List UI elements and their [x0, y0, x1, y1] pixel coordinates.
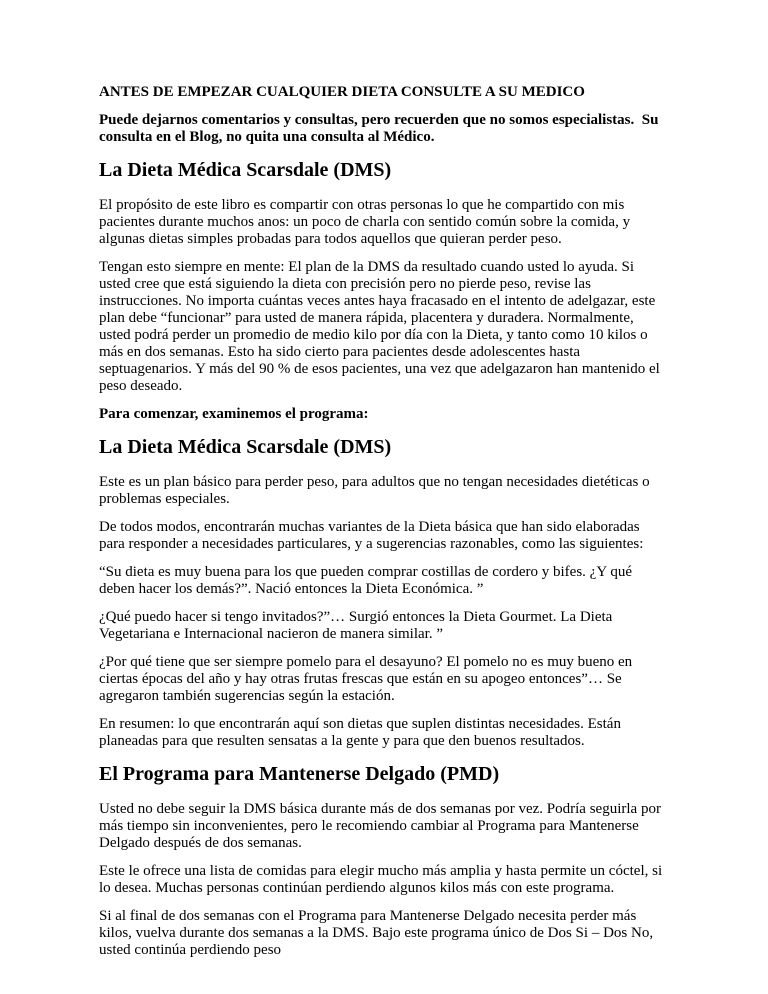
paragraph-examine-program: Para comenzar, examinemos el programa:: [99, 406, 369, 422]
paragraph-two-week-limit: Usted no debe seguir la DMS básica durante más de dos semanas por vez. Podría seguirla por más tiempo sin inconvenientes, pero le recomiendo cambiar al Programa para Mantenerse Delgado después de dos semanas.: [99, 801, 665, 851]
section-heading-dms-second: La Dieta Médica Scarsdale (DMS): [99, 436, 392, 458]
section-heading-dms-first: La Dieta Médica Scarsdale (DMS): [99, 159, 392, 181]
section-heading-pmd: El Programa para Mantenerse Delgado (PMD): [99, 763, 500, 785]
paragraph-summary: En resumen: lo que encontrarán aquí son dietas que suplen distintas necesidades. Están planeadas para que resulten sensatas a la gente y para que den buenos resultados.: [99, 716, 625, 749]
paragraph-book-purpose: El propósito de este libro es compartir con otras personas lo que he compartido con mis pacientes durante muchos anos: un poco de charla con sentido común sobre la comida, y algunas dietas simples probadas para todos aquellos que quieran perder peso.: [99, 197, 634, 247]
blog-disclaimer-text: Puede dejarnos comentarios y consultas, pero recuerden que no somos especialistas. Su consulta en el Blog, no quita una consulta al Médico.: [99, 112, 663, 145]
paragraph-diet-variants: De todos modos, encontrarán muchas variantes de la Dieta básica que han sido elaboradas para responder a necesidades particulares, y a sugerencias razonables, como las siguientes:: [99, 519, 644, 552]
paragraph-wider-food-list: Este le ofrece una lista de comidas para elegir mucho más amplia y hasta permite un cóctel, si lo desea. Muchas personas continúan perdiendo algunos kilos más con este programa.: [99, 863, 666, 896]
paragraph-quote-gourmet-diet: ¿Qué puedo hacer si tengo invitados?”… Surgió entonces la Dieta Gourmet. La Dieta Vegetariana e Internacional nacieron de manera similar. ”: [99, 609, 616, 642]
paragraph-quote-economic-diet: “Su dieta es muy buena para los que pueden comprar costillas de cordero y bifes. ¿Y qué deben hacer los demás?”. Nació entonces la Dieta Económica. ”: [99, 564, 636, 597]
paragraph-return-to-dms: Si al final de dos semanas con el Programa para Mantenerse Delgado necesita perder más kilos, vuelva durante dos semanas a la DMS. Bajo este programa único de Dos Si – Dos No, usted continúa perdiendo peso: [99, 908, 657, 958]
paragraph-keep-in-mind: Tengan esto siempre en mente: El plan de la DMS da resultado cuando usted lo ayuda. Si usted cree que está siguiendo la dieta con precisión pero no pierde peso, revise las instrucciones. No importa cuántas veces antes haya fracasado en el intento de adelgazar, este plan debe “funcionar” para usted de manera rápida, placentera y duradera. Normalmente, usted podrá perder un promedio de medio kilo por día con la Dieta, y tanto como 10 kilos o más en dos semanas. Esto ha sido cierto para pacientes desde adolescentes hasta septuagenarios. Y más del 90 % de esos pacientes, una vez que adelgazaron han mantenido el peso deseado.: [99, 259, 664, 394]
medical-warning-text: ANTES DE EMPEZAR CUALQUIER DIETA CONSULTE A SU MEDICO: [99, 84, 585, 100]
paragraph-basic-plan: Este es un plan básico para perder peso, para adultos que no tengan necesidades dietéticas o problemas especiales.: [99, 474, 654, 507]
paragraph-quote-grapefruit-seasonal: ¿Por qué tiene que ser siempre pomelo para el desayuno? El pomelo no es muy bueno en ciertas épocas del año y hay otras frutas frescas que están en su apogeo entonces”… Se agregaron también sugerencias según la estación.: [99, 654, 636, 704]
